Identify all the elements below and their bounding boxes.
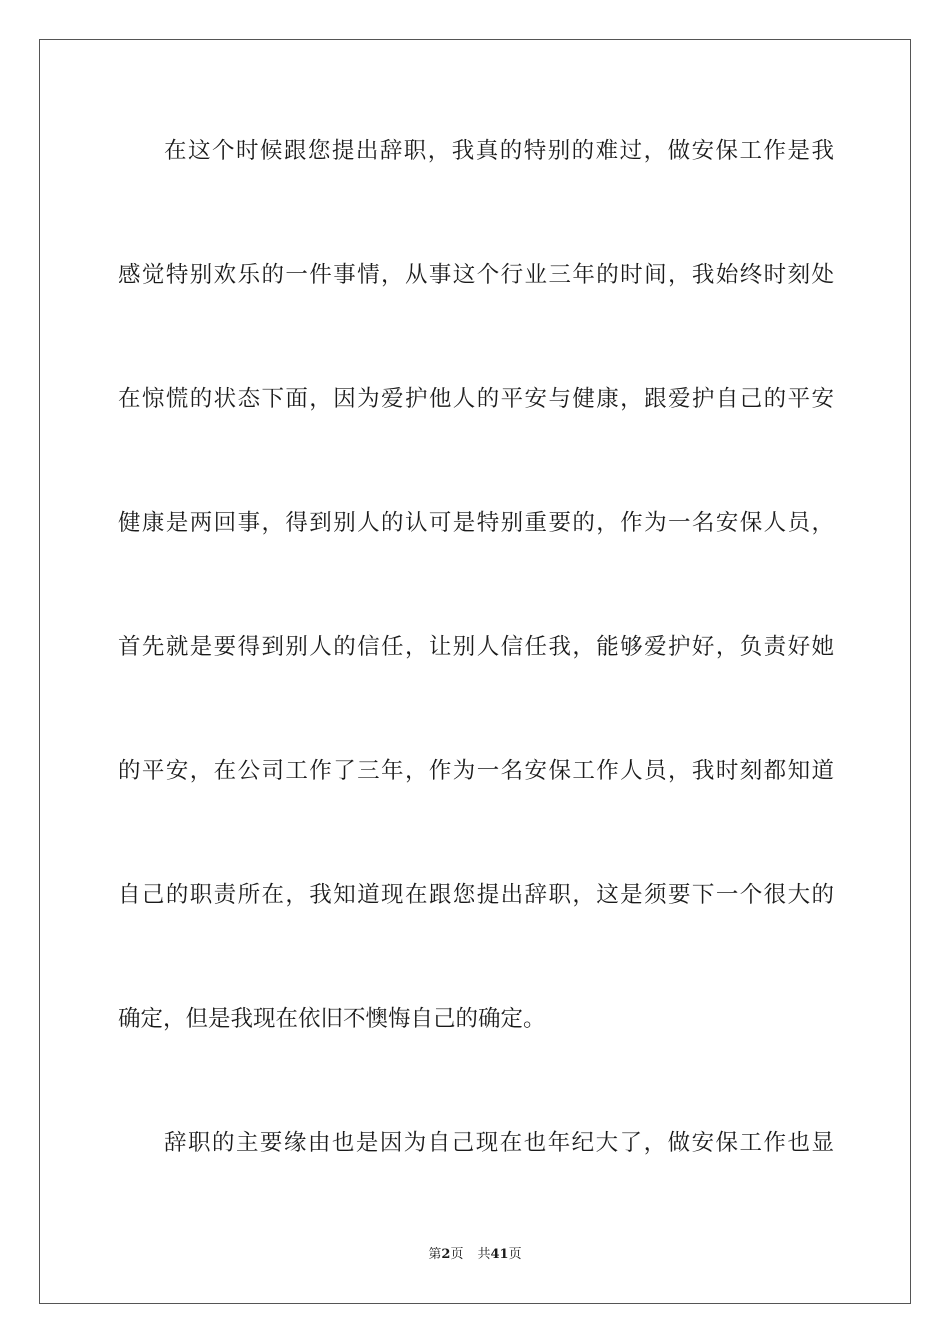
paragraph-line: 健康是两回事，得到别人的认可是特别重要的，作为一名安保人员，	[118, 510, 834, 536]
paragraph-line: 在这个时候跟您提出辞职，我真的特别的难过，做安保工作是我	[164, 138, 834, 164]
paragraph-line: 确定，但是我现在依旧不懊悔自己的确定。	[118, 1006, 546, 1032]
total-prefix: 共	[477, 1247, 491, 1262]
page-footer	[0, 1246, 950, 1264]
paragraph-line: 的平安，在公司工作了三年，作为一名安保工作人员，我时刻都知道	[118, 758, 834, 784]
paragraph-line: 辞职的主要缘由也是因为自己现在也年纪大了，做安保工作也显	[164, 1130, 834, 1156]
page-border	[39, 39, 911, 1304]
total-suffix: 页	[508, 1247, 522, 1262]
paragraph-line: 在惊慌的状态下面，因为爱护他人的平安与健康，跟爱护自己的平安	[118, 386, 834, 412]
paragraph-line: 自己的职责所在，我知道现在跟您提出辞职，这是须要下一个很大的	[118, 882, 834, 908]
page-prefix: 第	[428, 1247, 442, 1262]
paragraph-line: 首先就是要得到别人的信任，让别人信任我，能够爱护好，负责好她	[118, 634, 834, 660]
page-suffix: 页	[450, 1247, 464, 1262]
total-pages: 41	[490, 1247, 509, 1262]
paragraph-line: 感觉特别欢乐的一件事情，从事这个行业三年的时间，我始终时刻处	[118, 262, 834, 288]
page-number: 2	[441, 1247, 451, 1262]
